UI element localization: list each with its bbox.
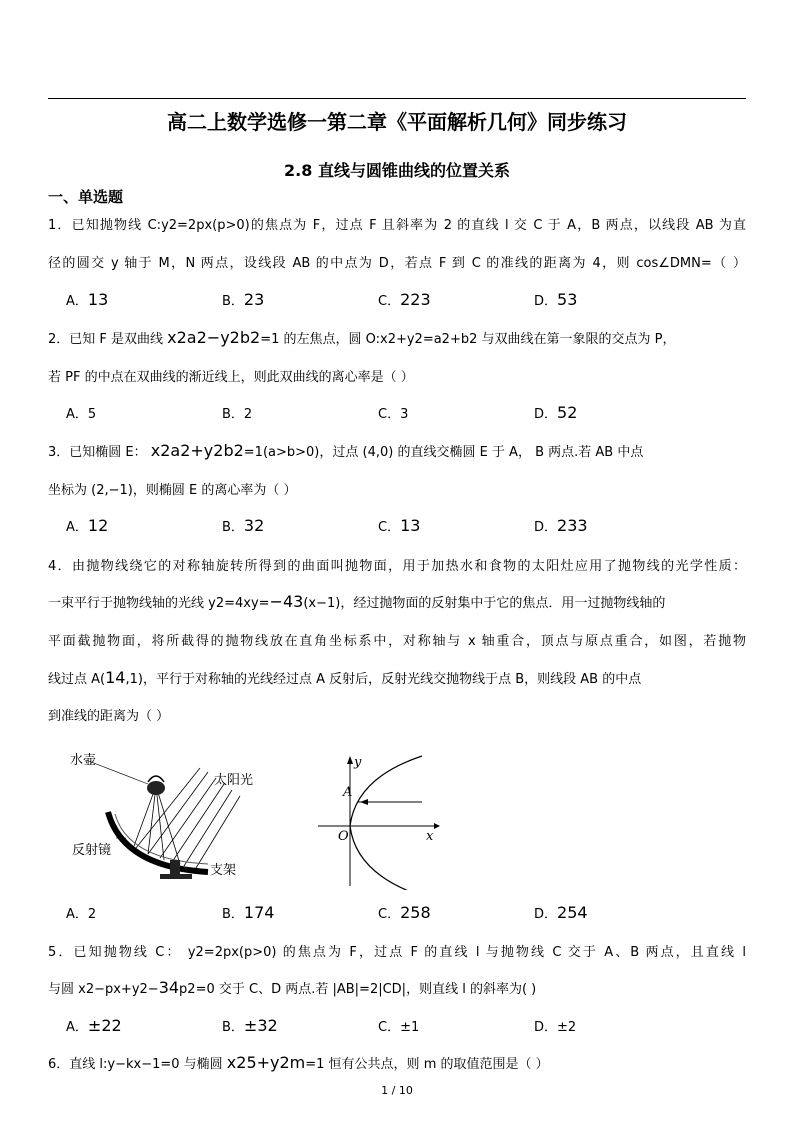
label-point-a: A [343, 785, 353, 800]
q4-line-5: 到准线的距离为（ ） [48, 709, 170, 724]
header-rule [48, 98, 746, 99]
q1-line-1: 1．已知抛物线 C:y2=2px(p>0)的焦点为 F，过点 F 且斜率为 2 的直线 l 交 C 于 A，B 两点，以线段 AB 为直 [48, 218, 746, 233]
kettle-icon [147, 776, 165, 795]
parabola-coordinate-figure [310, 750, 450, 890]
q5-option-b[interactable]: B．±32 [222, 1016, 278, 1035]
q3-line-2: 坐标为 (2,−1)，则椭圆 E 的离心率为（ ） [48, 483, 297, 498]
q3-option-b[interactable]: B．32 [222, 516, 265, 535]
q5-line-2: 与圆 x2−px+y2−34p2=0 交于 C、D 两点.若 |AB|=2|CD|，则直线 l 的斜率为( ) [48, 978, 537, 997]
q4-option-a[interactable]: A．2 [66, 907, 97, 922]
q4-option-b[interactable]: B．174 [222, 903, 275, 922]
label-y-axis: y [354, 755, 362, 770]
q1-option-b[interactable]: B．23 [222, 290, 265, 309]
page-title: 高二上数学选修一第二章《平面解析几何》同步练习 [167, 110, 627, 134]
q2-option-b[interactable]: B．2 [222, 407, 253, 422]
label-mirror: 反射镜 [72, 843, 112, 858]
label-x-axis: x [426, 829, 434, 844]
q4-option-c[interactable]: C．258 [378, 903, 431, 922]
label-origin: O [338, 829, 349, 844]
parabola-curve [350, 756, 422, 890]
q4-line-2: 一束平行于抛物线轴的光线 y2=4xy=−43(x−1)，经过抛物面的反射集中于它的焦点．用一过抛物线轴的 [48, 592, 666, 611]
q3-line-1: 3．已知椭圆 E： x2a2+y2b2=1(a>b>0)，过点 (4,0) 的直线交椭圆 E 于 A， B 两点.若 AB 中点 [48, 441, 644, 460]
q2-line-1: 2．已知 F 是双曲线 x2a2−y2b2=1 的左焦点，圆 O:x2+y2=a2+b2 与双曲线在第一象限的交点为 P， [48, 328, 676, 347]
section-heading: 一、单选题 [48, 188, 124, 206]
solar-cooker-figure [68, 742, 268, 882]
q4-line-1: 4．由抛物线绕它的对称轴旋转所得到的曲面叫抛物面，用于加热水和食物的太阳灶应用了抛物线的光学性质： [48, 559, 746, 574]
q4-line-4: 线过点 A(14,1)，平行于对称轴的光线经过点 A 反射后，反射光线交抛物线于点 B，则线段 AB 的中点 [48, 668, 642, 687]
q2-line-2: 若 PF 的中点在双曲线的渐近线上，则此双曲线的离心率是（ ） [48, 370, 414, 385]
q3-option-d[interactable]: D．233 [534, 516, 588, 535]
q3-option-a[interactable]: A．12 [66, 516, 109, 535]
q2-option-d[interactable]: D．52 [534, 403, 578, 422]
q6-line-1: 6．直线 l:y−kx−1=0 与椭圆 x25+y2m=1 恒有公共点，则 m 的取值范围是（ ） [48, 1053, 549, 1072]
q5-option-c[interactable]: C．±1 [378, 1020, 420, 1035]
label-sunlight: 太阳光 [214, 773, 254, 788]
q5-line-1: 5．已知抛物线 C： y2=2px(p>0) 的焦点为 F，过点 F 的直线 l 与抛物线 C 交于 A、B 两点，且直线 l [48, 945, 746, 960]
label-stand: 支架 [210, 863, 237, 878]
q2-option-c[interactable]: C．3 [378, 407, 409, 422]
q5-option-d[interactable]: D．±2 [534, 1020, 577, 1035]
q4-option-d[interactable]: D．254 [534, 903, 588, 922]
q1-option-c[interactable]: C．223 [378, 290, 431, 309]
label-kettle: 水壶 [70, 753, 97, 768]
q1-option-d[interactable]: D．53 [534, 290, 578, 309]
q1-line-2: 径的圆交 y 轴于 M，N 两点，设线段 AB 的中点为 D，若点 F 到 C 的准线的距离为 4，则 cos∠DMN=（ ） [48, 256, 746, 271]
page-number: 1 / 10 [381, 1084, 413, 1097]
q4-line-3: 平面截抛物面，将所截得的抛物线放在直角坐标系中，对称轴与 x 轴重合，顶点与原点重合，如图，若抛物 [48, 634, 746, 649]
section-subtitle: 2.8 直线与圆锥曲线的位置关系 [284, 161, 510, 180]
q2-option-a[interactable]: A．5 [66, 407, 97, 422]
q1-option-a[interactable]: A．13 [66, 290, 109, 309]
q5-option-a[interactable]: A．±22 [66, 1016, 122, 1035]
q3-option-c[interactable]: C．13 [378, 516, 421, 535]
